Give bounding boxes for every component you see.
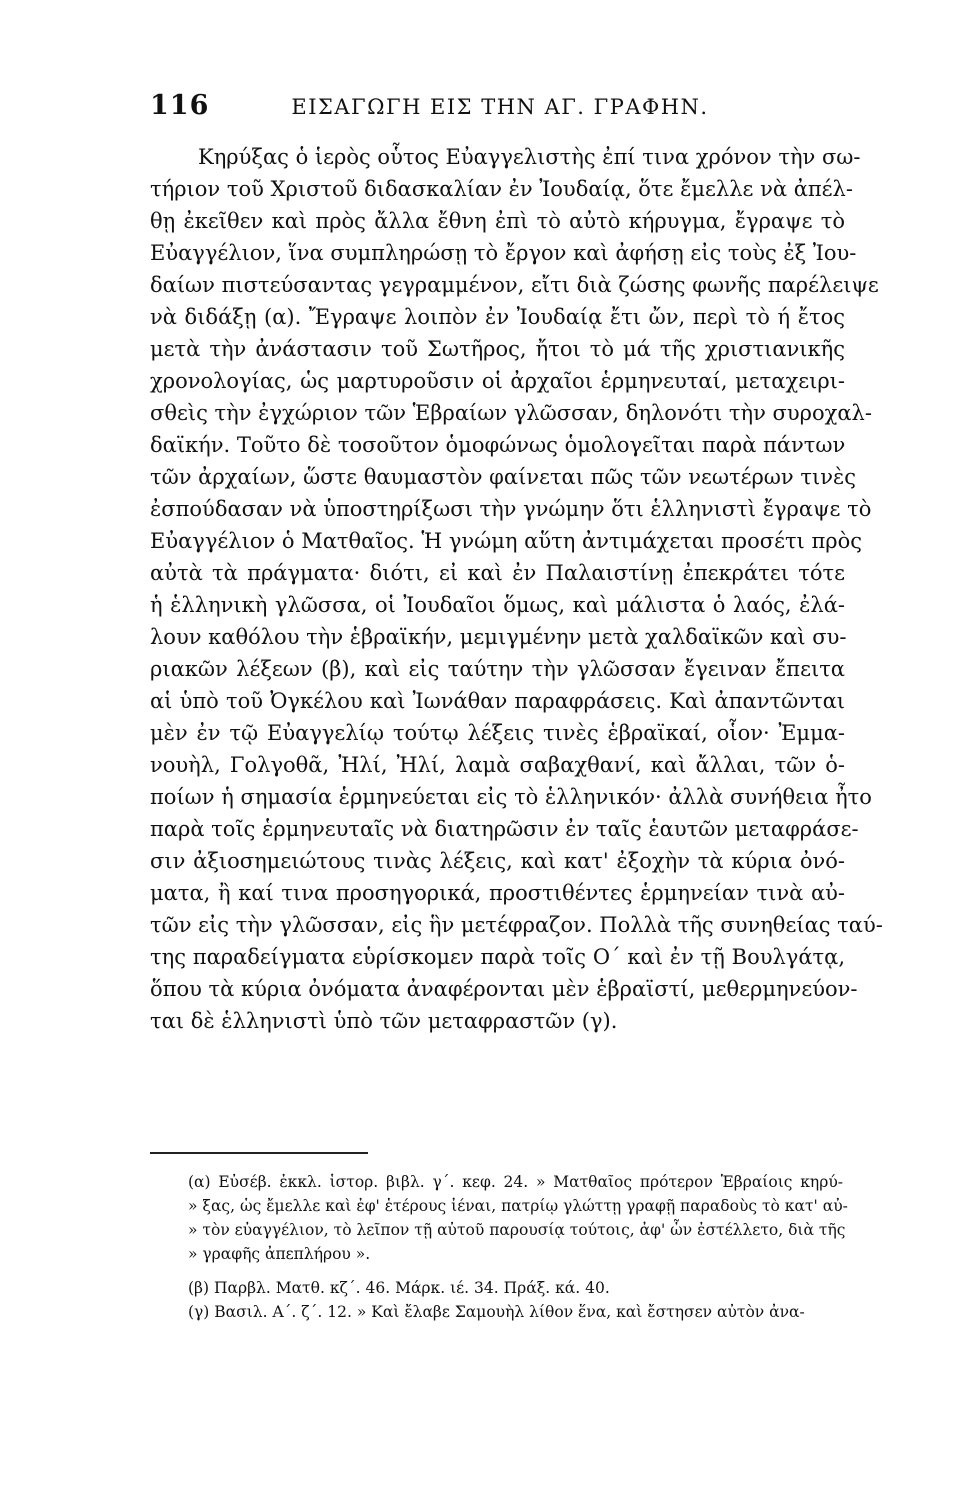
text-line: ματα, ἢ καί τινα προσηγορικά, προστιθέντες ἑρμηνείαν τινὰ αὐ- [150,881,845,905]
text-line: Εὐαγγέλιον ὁ Ματθαῖος. Ἡ γνώμη αὕτη ἀντιμάχεται προσέτι πρὸς [150,529,863,553]
text-line: μετὰ τὴν ἀνάστασιν τοῦ Σωτῆρος, ἤτοι τὸ μά τῆς χριστιανικῆς [150,337,845,361]
footnote-a-line: (α) Εὐσέβ. ἐκκλ. ἱστορ. βιβλ. γ΄. κεφ. 24. » Ματθαῖος πρότερον Ἑβραίοις κηρύ- [188,1173,843,1191]
footnote-a-line: » τὸν εὐαγγέλιον, τὸ λεῖπον τῇ αὐτοῦ παρουσίᾳ τούτοις, ἀφ' ὧν ἐστέλλετο, διὰ τῆς [188,1221,846,1239]
text-line: θῃ ἐκεῖθεν καὶ πρὸς ἄλλα ἔθνη ἐπὶ τὸ αὐτὸ κήρυγμα, ἔγραψε τὸ [150,209,845,233]
text-line: χρονολογίας, ὡς μαρτυροῦσιν οἱ ἀρχαῖοι ἑρμηνευταί, μεταχειρι- [150,369,845,393]
running-title: ΕΙΣΑΓΩΓΗ ΕΙΣ ΤΗΝ ΑΓ. ΓΡΑΦΗΝ. [291,95,709,119]
text-line: παρὰ τοῖς ἑρμηνευταῖς νὰ διατηρῶσιν ἐν ταῖς ἑαυτῶν μεταφράσε- [150,817,859,841]
text-line: Κηρύξας ὁ ἱερὸς οὗτος Εὐαγγελιστὴς ἐπί τινα χρόνον τὴν σω- [198,145,861,169]
footnote-b: (β) Παρβλ. Ματθ. κζ΄. 46. Μάρκ. ιέ. 34. Πράξ. κά. 40. [188,1279,610,1297]
text-line: τῶν εἰς τὴν γλῶσσαν, εἰς ἣν μετέφραζον. Πολλὰ τῆς συνηθείας ταύ- [150,913,883,937]
text-line: ἐσπούδασαν νὰ ὑποστηρίξωσι τὴν γνώμην ὅτι ἑλληνιστὶ ἔγραψε τὸ [150,497,872,521]
text-line: δαίων πιστεύσαντας γεγραμμένον, εἴτι διὰ ζώσης φωνῆς παρέλειψε [150,273,879,297]
text-line: ριακῶν λέξεων (β), καὶ εἰς ταύτην τὴν γλῶσσαν ἔγειναν ἔπειτα [150,657,845,681]
text-line: αἱ ὑπὸ τοῦ Ὀγκέλου καὶ Ἰωνάθαν παραφράσεις. Καὶ ἀπαντῶνται [150,689,845,713]
text-line: δαϊκήν. Τοῦτο δὲ τοσοῦτον ὁμοφώνως ὁμολογεῖται παρὰ πάντων [150,433,846,457]
text-line: τήριον τοῦ Χριστοῦ διδασκαλίαν ἐν Ἰουδαίᾳ, ὅτε ἔμελλε νὰ ἀπέλ- [150,177,853,201]
text-line: σθεὶς τὴν ἐγχώριον τῶν Ἑβραίων γλῶσσαν, δηλονότι τὴν συροχαλ- [150,401,872,425]
text-line: Εὐαγγέλιον, ἵνα συμπληρώσῃ τὸ ἔργον καὶ ἀφήσῃ εἰς τοὺς ἐξ Ἰου- [150,241,857,265]
text-line: αὐτὰ τὰ πράγματα· διότι, εἰ καὶ ἐν Παλαιστίνῃ ἐπεκράτει τότε [150,561,845,585]
text-line: μὲν ἐν τῷ Εὐαγγελίῳ τούτῳ λέξεις τινὲς ἑβραϊκαί, οἷον· Ἐμμα- [150,721,845,745]
text-line: σιν ἀξιοσημειώτους τινὰς λέξεις, καὶ κατ' ἐξοχὴν τὰ κύρια ὀνό- [150,849,845,873]
body-text [150,141,883,1037]
footnote-spacer [188,1266,843,1276]
text-line: νὰ διδάξῃ (α). Ἔγραψε λοιπὸν ἐν Ἰουδαίᾳ ἔτι ὤν, περὶ τὸ ή ἔτος [150,305,845,329]
footnotes [188,1170,848,1324]
footnote-a-line: » γραφῆς ἀπεπλήρου ». [188,1245,371,1263]
footnote-c: (γ) Βασιλ. Α΄. ζ΄. 12. » Καὶ ἔλαβε Σαμουὴλ λίθον ἕνα, καὶ ἔστησεν αὐτὸν ἀνα- [188,1303,805,1321]
text-line: ποίων ἡ σημασία ἑρμηνεύεται εἰς τὸ ἑλληνικόν· ἀλλὰ συνήθεια ἦτο [150,785,872,809]
text-line: νουὴλ, Γολγοθᾶ, Ἠλί, Ἠλί, λαμὰ σαβαχθανί, καὶ ἄλλαι, τῶν ὁ- [150,753,845,777]
page-number: 116 [150,90,210,121]
text-line: ὅπου τὰ κύρια ὀνόματα ἀναφέρονται μὲν ἑβραϊστί, μεθερμηνεύον- [150,977,858,1001]
text-line: της παραδείγματα εὑρίσκομεν παρὰ τοῖς Ο΄ καὶ ἐν τῇ Βουλγάτᾳ, [150,945,845,969]
text-line: λουν καθόλου τὴν ἑβραϊκήν, μεμιγμένην μετὰ χαλδαϊκῶν καὶ συ- [150,625,847,649]
page-header [150,90,850,130]
footnote-a-line: » ξας, ὡς ἔμελλε καὶ ἐφ' ἑτέρους ἰέναι, πατρίῳ γλώττῃ γραφῇ παραδοὺς τὸ κατ' αὐ- [188,1197,848,1215]
text-line: ἡ ἑλληνικὴ γλῶσσα, οἱ Ἰουδαῖοι ὅμως, καὶ μάλιστα ὁ λαός, ἐλά- [150,593,845,617]
text-line: ται δὲ ἑλληνιστὶ ὑπὸ τῶν μεταφραστῶν (γ). [150,1009,618,1033]
footnote-divider [150,1152,368,1154]
text-line: τῶν ἀρχαίων, ὥστε θαυμαστὸν φαίνεται πῶς τῶν νεωτέρων τινὲς [150,465,857,489]
